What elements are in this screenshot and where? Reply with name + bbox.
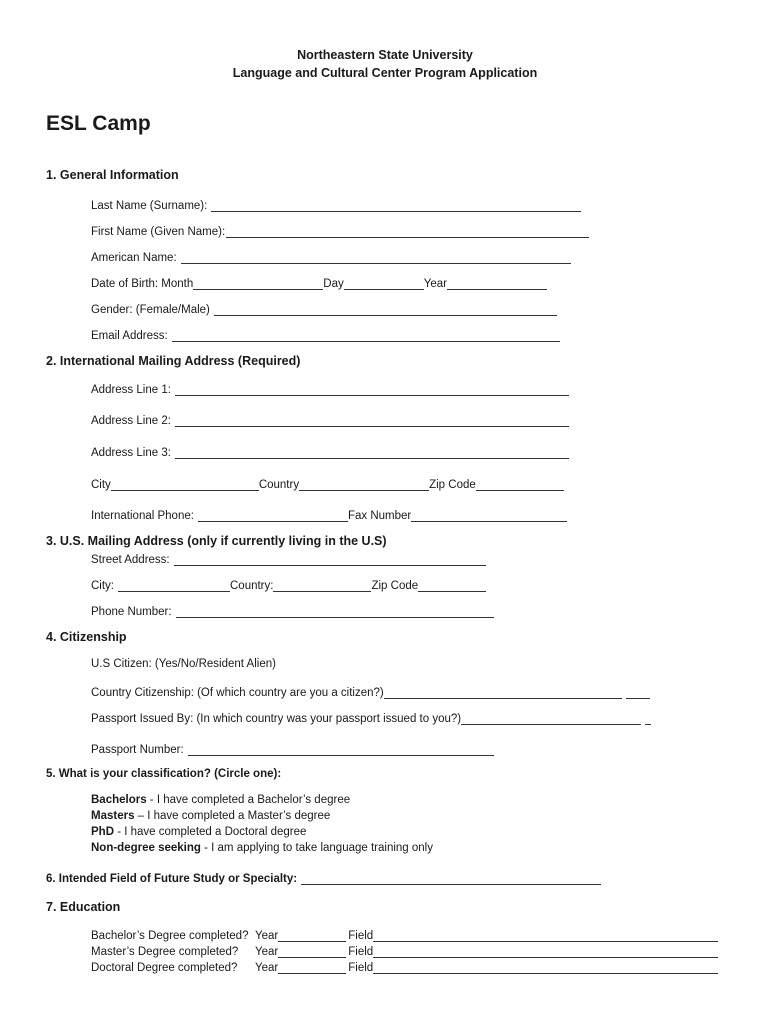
first-name-label: First Name (Given Name): bbox=[91, 226, 226, 238]
address-line-3-label: Address Line 3: bbox=[91, 447, 171, 459]
us-street-row bbox=[91, 550, 486, 566]
passport-issued-field[interactable] bbox=[461, 712, 641, 725]
education-label: Doctoral Degree completed? bbox=[91, 962, 238, 974]
fax-field[interactable] bbox=[411, 509, 567, 522]
us-street-label: Street Address: bbox=[91, 554, 170, 566]
email-field[interactable] bbox=[172, 329, 560, 342]
education-year-label: Year bbox=[255, 962, 279, 974]
address-line-2-row bbox=[91, 411, 569, 427]
gender-row bbox=[91, 300, 557, 316]
education-label: Master’s Degree completed? bbox=[91, 946, 239, 958]
dob-month-label: Date of Birth: Month bbox=[91, 278, 194, 290]
country-citizenship-field[interactable] bbox=[384, 686, 622, 699]
section-classification-heading: 5. What is your classification? (Circle one): bbox=[46, 768, 282, 780]
field-of-study-row bbox=[46, 872, 601, 885]
country-citizenship-row bbox=[91, 683, 650, 699]
education-field-label: Field bbox=[348, 946, 374, 958]
intl-city-row bbox=[91, 475, 564, 491]
address-line-3-field[interactable] bbox=[175, 446, 569, 459]
us-zip-label: Zip Code bbox=[371, 580, 419, 592]
section-field-of-study-heading: 6. Intended Field of Future Study or Specialty: bbox=[46, 873, 298, 885]
education-year-field[interactable] bbox=[278, 961, 346, 974]
dob-day-field[interactable] bbox=[344, 277, 424, 290]
education-year-label: Year bbox=[255, 946, 279, 958]
passport-issued-label: Passport Issued By: (In which country was your passport issued to you?) bbox=[91, 713, 462, 725]
last-name-label: Last Name (Surname): bbox=[91, 200, 208, 212]
passport-number-row bbox=[91, 740, 494, 756]
dob-year-field[interactable] bbox=[447, 277, 547, 290]
intl-phone-field[interactable] bbox=[198, 509, 348, 522]
section-intl-address-heading: 2. International Mailing Address (Required) bbox=[46, 354, 301, 368]
address-line-2-label: Address Line 2: bbox=[91, 415, 171, 427]
section-general-info-heading: 1. General Information bbox=[46, 168, 179, 182]
classification-option-label: Masters bbox=[91, 810, 135, 822]
intl-phone-row bbox=[91, 506, 567, 522]
education-row bbox=[91, 958, 718, 974]
passport-issued-row bbox=[91, 709, 651, 725]
classification-option-label: Non-degree seeking bbox=[91, 842, 201, 854]
education-year-field[interactable] bbox=[278, 929, 346, 942]
us-city-field[interactable] bbox=[118, 579, 230, 592]
classification-option-desc: – I have completed a Master’s degree bbox=[134, 810, 331, 822]
page-title: ESL Camp bbox=[46, 112, 151, 135]
intl-zip-field[interactable] bbox=[476, 478, 564, 491]
first-name-field[interactable] bbox=[226, 225, 589, 238]
section-citizenship-heading: 4. Citizenship bbox=[46, 630, 127, 644]
email-label: Email Address: bbox=[91, 330, 168, 342]
intl-phone-label: International Phone: bbox=[91, 510, 194, 522]
passport-number-label: Passport Number: bbox=[91, 744, 184, 756]
us-phone-row bbox=[91, 602, 494, 618]
classification-option[interactable] bbox=[91, 794, 350, 806]
classification-option-desc: - I have completed a Bachelor’s degree bbox=[146, 794, 351, 806]
education-field-field[interactable] bbox=[373, 961, 718, 974]
education-year-field[interactable] bbox=[278, 945, 346, 958]
address-line-2-field[interactable] bbox=[175, 414, 569, 427]
field-of-study-field[interactable] bbox=[301, 872, 601, 885]
email-row bbox=[91, 326, 560, 342]
education-field-label: Field bbox=[348, 930, 374, 942]
classification-option-desc: - I am applying to take language training only bbox=[200, 842, 433, 854]
intl-city-label: City bbox=[91, 479, 111, 491]
country-citizenship-extra-field[interactable] bbox=[626, 686, 650, 699]
education-field-field[interactable] bbox=[373, 929, 718, 942]
first-name-row bbox=[91, 222, 589, 238]
education-label: Bachelor’s Degree completed? bbox=[91, 930, 249, 942]
us-country-label: Country: bbox=[230, 580, 274, 592]
us-city-label: City: bbox=[91, 580, 114, 592]
address-line-1-row bbox=[91, 380, 569, 396]
last-name-row bbox=[91, 196, 581, 212]
dob-row bbox=[91, 274, 547, 290]
american-name-field[interactable] bbox=[181, 251, 571, 264]
american-name-label: American Name: bbox=[91, 252, 177, 264]
education-field-field[interactable] bbox=[373, 945, 718, 958]
dob-month-field[interactable] bbox=[193, 277, 323, 290]
classification-option[interactable] bbox=[91, 826, 306, 838]
section-education-heading: 7. Education bbox=[46, 900, 121, 914]
intl-country-label: Country bbox=[258, 479, 300, 491]
passport-number-field[interactable] bbox=[188, 743, 494, 756]
passport-issued-extra-field[interactable] bbox=[645, 712, 651, 725]
program-title: Language and Cultural Center Program Application bbox=[232, 66, 538, 80]
intl-zip-label: Zip Code bbox=[429, 479, 476, 491]
us-phone-field[interactable] bbox=[176, 605, 494, 618]
gender-label: Gender: (Female/Male) bbox=[91, 304, 210, 316]
us-phone-label: Phone Number: bbox=[91, 606, 172, 618]
education-field-label: Field bbox=[348, 962, 374, 974]
us-country-field[interactable] bbox=[273, 579, 371, 592]
us-street-field[interactable] bbox=[174, 553, 486, 566]
country-citizenship-label: Country Citizenship: (Of which country are you a citizen?) bbox=[91, 687, 384, 699]
dob-day-label: Day bbox=[323, 278, 344, 290]
us-citizen-label: U.S Citizen: (Yes/No/Resident Alien) bbox=[91, 658, 276, 670]
address-line-1-label: Address Line 1: bbox=[91, 384, 171, 396]
last-name-field[interactable] bbox=[211, 199, 581, 212]
classification-option-label: PhD bbox=[91, 826, 114, 838]
american-name-row bbox=[91, 248, 571, 264]
dob-year-label: Year bbox=[423, 278, 447, 290]
education-year-label: Year bbox=[255, 930, 279, 942]
classification-option[interactable] bbox=[91, 842, 433, 854]
classification-option-label: Bachelors bbox=[91, 794, 147, 806]
us-zip-field[interactable] bbox=[418, 579, 486, 592]
classification-option-desc: - I have completed a Doctoral degree bbox=[114, 826, 307, 838]
section-us-address-heading: 3. U.S. Mailing Address (only if currently living in the U.S) bbox=[46, 534, 387, 548]
intl-city-field[interactable] bbox=[111, 478, 259, 491]
address-line-1-field[interactable] bbox=[175, 383, 569, 396]
address-line-3-row bbox=[91, 443, 569, 459]
classification-option[interactable] bbox=[91, 810, 330, 822]
gender-field[interactable] bbox=[214, 303, 557, 316]
intl-country-field[interactable] bbox=[299, 478, 429, 491]
education-row bbox=[91, 926, 718, 942]
us-city-row bbox=[91, 576, 486, 592]
fax-label: Fax Number bbox=[347, 510, 412, 522]
education-row bbox=[91, 942, 718, 958]
university-name: Northeastern State University bbox=[297, 48, 473, 62]
